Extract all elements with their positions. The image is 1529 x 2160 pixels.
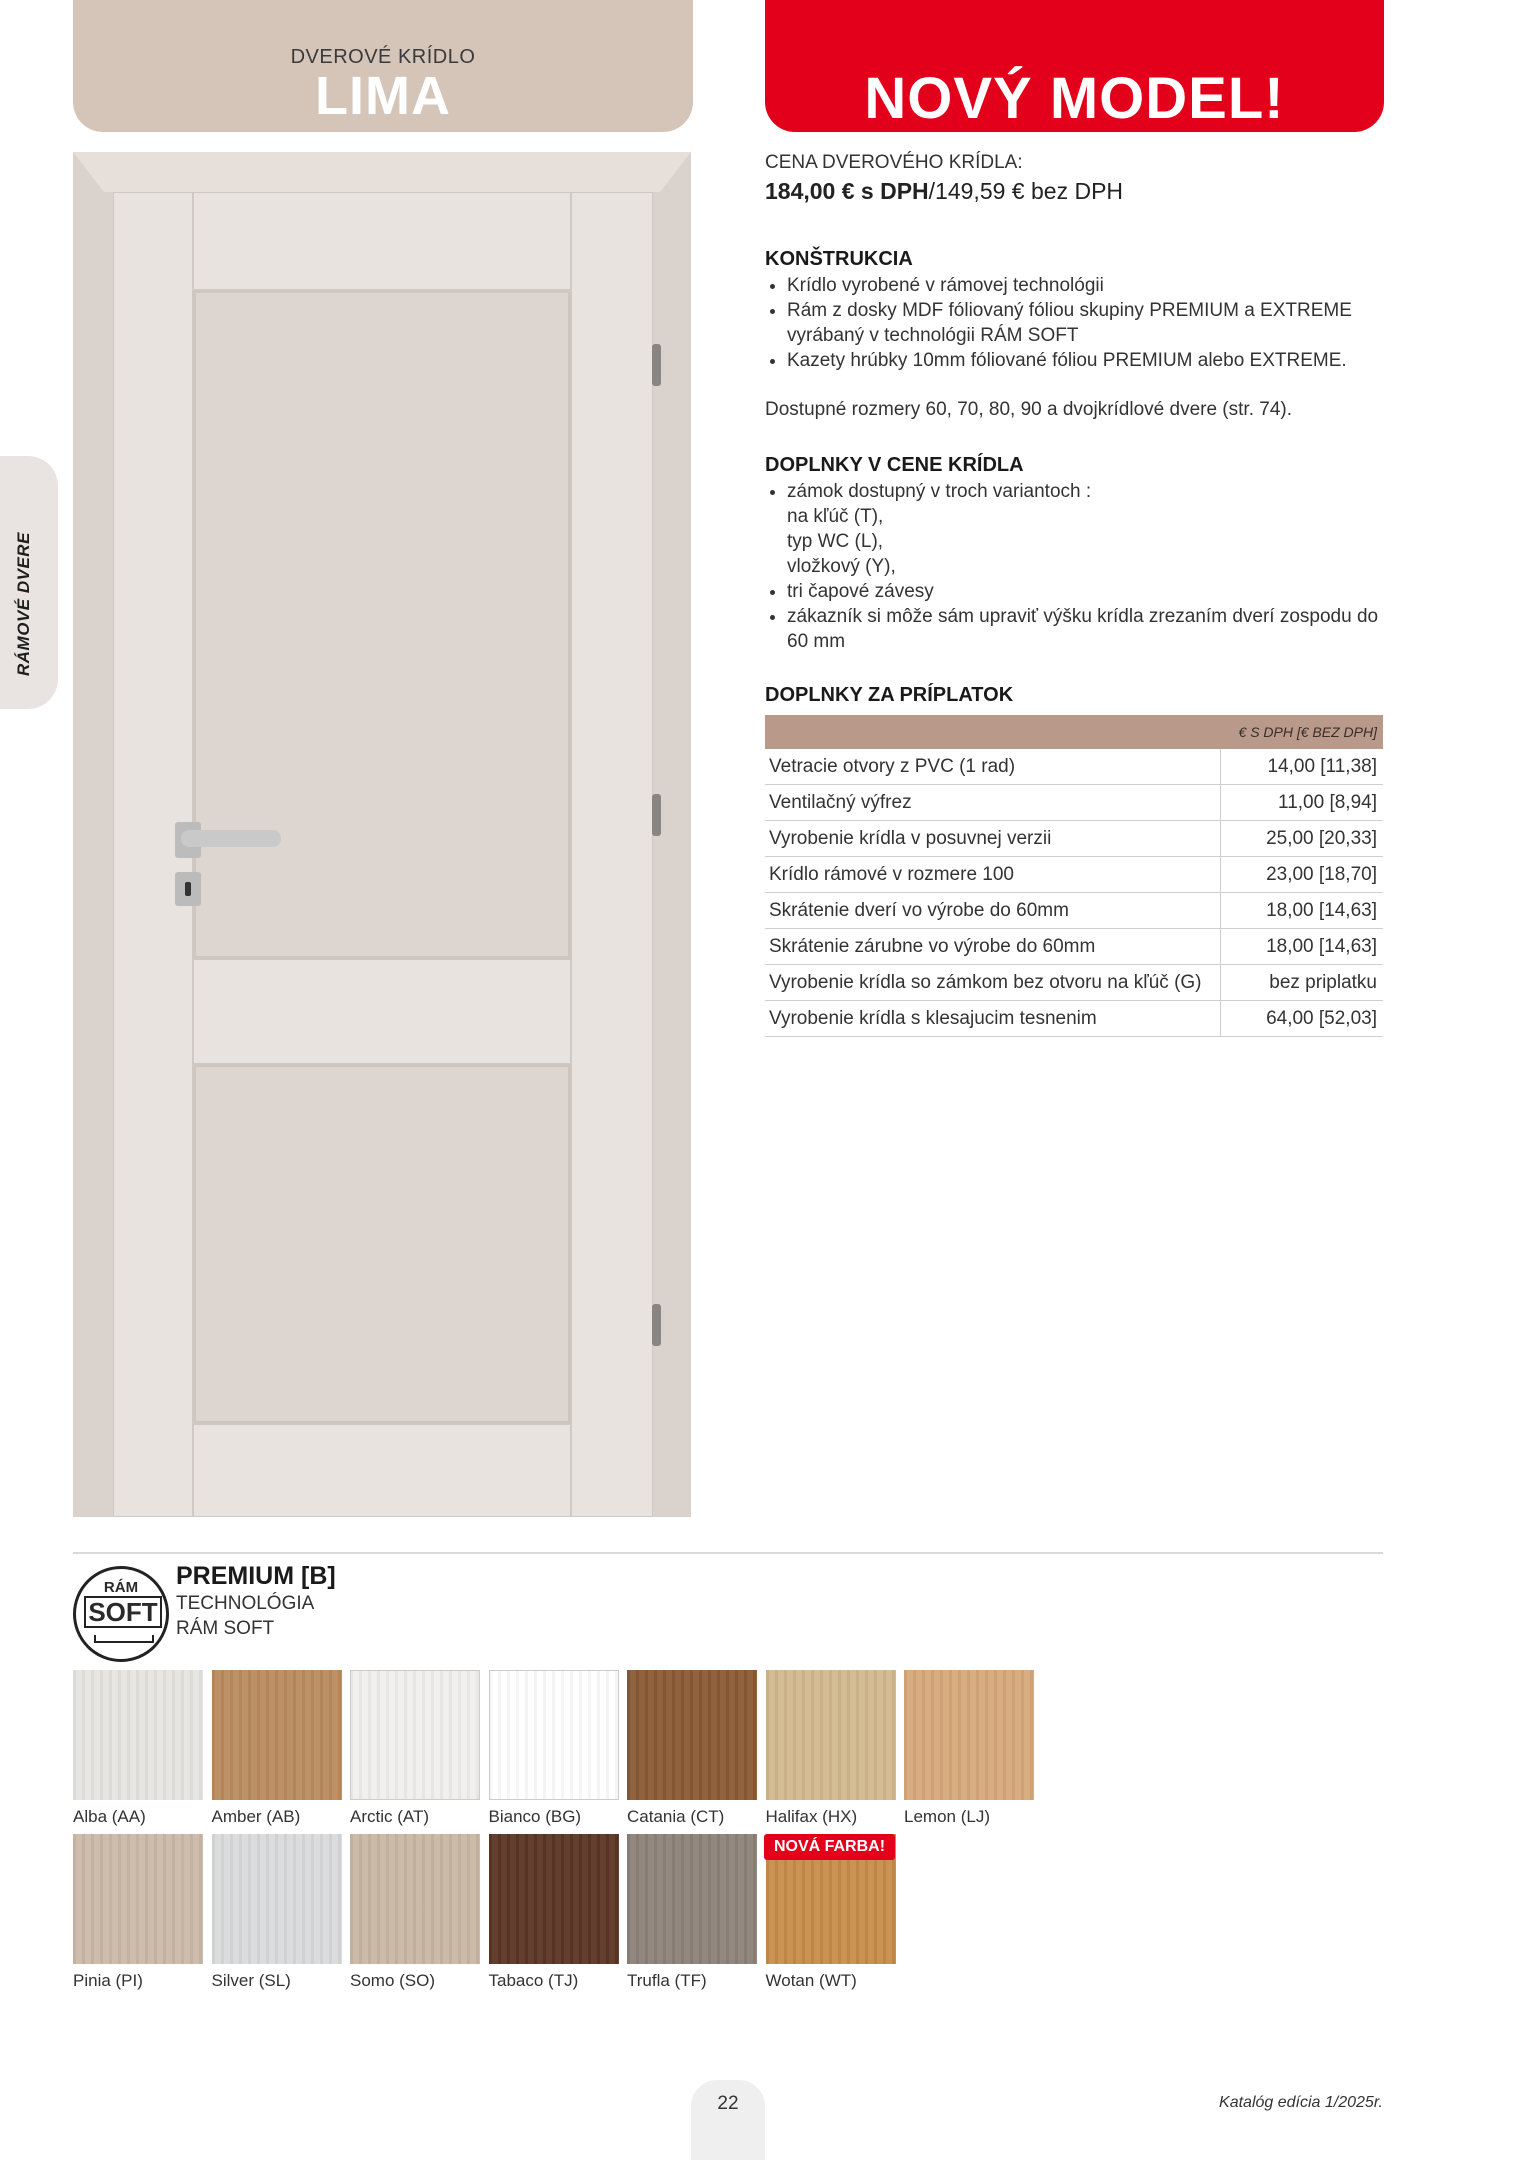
color-swatch-label: Alba (AA): [73, 1807, 146, 1826]
table-row: [765, 749, 1383, 785]
color-swatch-label: Silver (SL): [211, 1971, 291, 1990]
color-swatch: [212, 1834, 342, 1964]
table-row: [765, 821, 1383, 857]
color-swatch-label: Wotan (WT): [765, 1971, 857, 1990]
color-swatch: [904, 1670, 1034, 1800]
color-swatch-label: Tabaco (TJ): [488, 1971, 579, 1990]
model-name: LIMA: [315, 66, 451, 126]
premium-title: PREMIUM [B]: [176, 1562, 336, 1590]
color-swatch-label: Halifax (HX): [765, 1807, 858, 1826]
color-swatch: [489, 1670, 619, 1800]
included-item: • zákazník si môže sám upraviť výšku krídla zrezaním dverí zospodu do 60 mm: [787, 604, 1387, 654]
color-swatch-label: Catania (CT): [627, 1807, 725, 1826]
included-item: [787, 479, 1387, 579]
price-label: CENA DVEROVÉHO KRÍDLA:: [765, 152, 1023, 173]
extra-name: Vetracie otvory z PVC (1 rad): [765, 749, 1221, 785]
color-swatch: [766, 1670, 896, 1800]
lock-variant: na kľúč (T),: [787, 506, 884, 527]
included-item: • tri čapové závesy: [787, 579, 1387, 604]
hinge-icon: [652, 344, 661, 386]
extra-name: Skrátenie dverí vo výrobe do 60mm: [765, 893, 1221, 929]
color-swatch: [350, 1834, 480, 1964]
extra-name: Krídlo rámové v rozmere 100: [765, 857, 1221, 893]
construction-item: • Rám z dosky MDF fóliovaný fóliou skupiny PREMIUM a EXTREME vyrábaný v technológii RÁM SOFT: [787, 298, 1387, 348]
page-number: 22: [717, 2093, 739, 2114]
door-handle-icon: [181, 830, 281, 847]
door-leaf: [113, 192, 653, 1517]
extra-name: Skrátenie zárubne vo výrobe do 60mm: [765, 929, 1221, 965]
table-row: [765, 857, 1383, 893]
extra-price: 11,00 [8,94]: [1221, 785, 1384, 821]
logo-top-text: RÁM: [103, 1579, 139, 1596]
section-side-label: RÁMOVÉ DVERE: [14, 532, 33, 676]
door-lower-panel: [193, 1064, 571, 1424]
extra-price: 64,00 [52,03]: [1221, 1001, 1384, 1037]
premium-line1: TECHNOLÓGIA: [176, 1593, 315, 1614]
color-swatch-label: Lemon (LJ): [904, 1807, 990, 1826]
table-row: [765, 965, 1383, 1001]
construction-item: • Kazety hrúbky 10mm fóliované fóliou PREMIUM alebo EXTREME.: [787, 348, 1387, 373]
door-top-rail: [193, 192, 571, 290]
door-keyhole-icon: [175, 872, 201, 906]
logo-main-text: SOFT: [84, 1596, 162, 1628]
extra-price: 18,00 [14,63]: [1221, 929, 1384, 965]
table-header-price: € S DPH [€ BEZ DPH]: [1221, 715, 1384, 749]
table-row: [765, 893, 1383, 929]
color-swatch: [489, 1834, 619, 1964]
hinge-icon: [652, 794, 661, 836]
door-upper-panel: [193, 290, 571, 959]
extra-price: 23,00 [18,70]: [1221, 857, 1384, 893]
color-swatch: [350, 1670, 480, 1800]
new-color-badge: NOVÁ FARBA!: [764, 1834, 895, 1860]
table-header-row: [765, 715, 1383, 749]
color-swatch: [212, 1670, 342, 1800]
color-swatch: [627, 1670, 757, 1800]
color-swatch-label: Amber (AB): [211, 1807, 301, 1826]
price-line: [765, 178, 1123, 205]
door-middle-rail: [193, 959, 571, 1064]
color-swatch-label: Bianco (BG): [488, 1807, 582, 1826]
table-row: [765, 785, 1383, 821]
door-frame-top: [73, 152, 691, 192]
extra-price: 14,00 [11,38]: [1221, 749, 1384, 785]
extra-name: Vyrobenie krídla so zámkom bez otvoru na kľúč (G): [765, 965, 1221, 1001]
premium-line2: RÁM SOFT: [176, 1618, 275, 1639]
color-swatch: [73, 1670, 203, 1800]
construction-list: [765, 273, 1387, 373]
hinge-icon: [652, 1304, 661, 1346]
catalog-edition: Katalóg edícia 1/2025r.: [1219, 2094, 1383, 2111]
new-model-text: NOVÝ MODEL!: [864, 66, 1285, 131]
construction-heading: KONŠTRUKCIA: [765, 248, 913, 270]
table-row: [765, 1001, 1383, 1037]
door-image: [73, 152, 691, 1517]
lock-variant: vložkový (Y),: [787, 556, 896, 577]
new-model-badge: [765, 0, 1384, 132]
ram-soft-logo: [73, 1566, 169, 1662]
door-bottom-rail: [193, 1424, 571, 1517]
extra-price: bez priplatku: [1221, 965, 1384, 1001]
model-subtitle: DVEROVÉ KRÍDLO: [290, 46, 476, 68]
color-swatch-label: Somo (SO): [350, 1971, 436, 1990]
extra-price: 25,00 [20,33]: [1221, 821, 1384, 857]
color-swatch: [73, 1834, 203, 1964]
extras-price-table: [765, 715, 1383, 1037]
extra-name: Vyrobenie krídla v posuvnej verzii: [765, 821, 1221, 857]
page-number-tab: [691, 2080, 765, 2160]
construction-item: • Krídlo vyrobené v rámovej technológii: [787, 273, 1387, 298]
color-swatch-label: Pinia (PI): [73, 1971, 143, 1990]
section-side-tab: [0, 456, 58, 709]
price-without-vat: /149,59 € bez DPH: [928, 178, 1124, 204]
included-heading: DOPLNKY V CENE KRÍDLA: [765, 454, 1024, 476]
extra-name: Vyrobenie krídla s klesajucim tesnenim: [765, 1001, 1221, 1037]
door-right-stile: [571, 192, 653, 1517]
section-divider: [73, 1552, 1383, 1554]
lock-variant: typ WC (L),: [787, 531, 884, 552]
color-swatch-label: Trufla (TF): [627, 1971, 707, 1990]
extra-price: 18,00 [14,63]: [1221, 893, 1384, 929]
available-sizes: Dostupné rozmery 60, 70, 80, 90 a dvojkrídlové dvere (str. 74).: [765, 399, 1292, 420]
logo-frame-icon: [94, 1635, 154, 1643]
color-swatch: [627, 1834, 757, 1964]
color-swatch-label: Arctic (AT): [350, 1807, 430, 1826]
price-with-vat: 184,00 € s DPH: [765, 178, 929, 204]
included-list: [765, 479, 1387, 654]
table-row: [765, 929, 1383, 965]
model-title-tab: [73, 0, 693, 132]
table-header-blank: [765, 715, 1221, 749]
included-item-text: zámok dostupný v troch variantoch :: [787, 481, 1092, 502]
extra-name: Ventilačný výfrez: [765, 785, 1221, 821]
extras-heading: DOPLNKY ZA PRÍPLATOK: [765, 684, 1014, 706]
